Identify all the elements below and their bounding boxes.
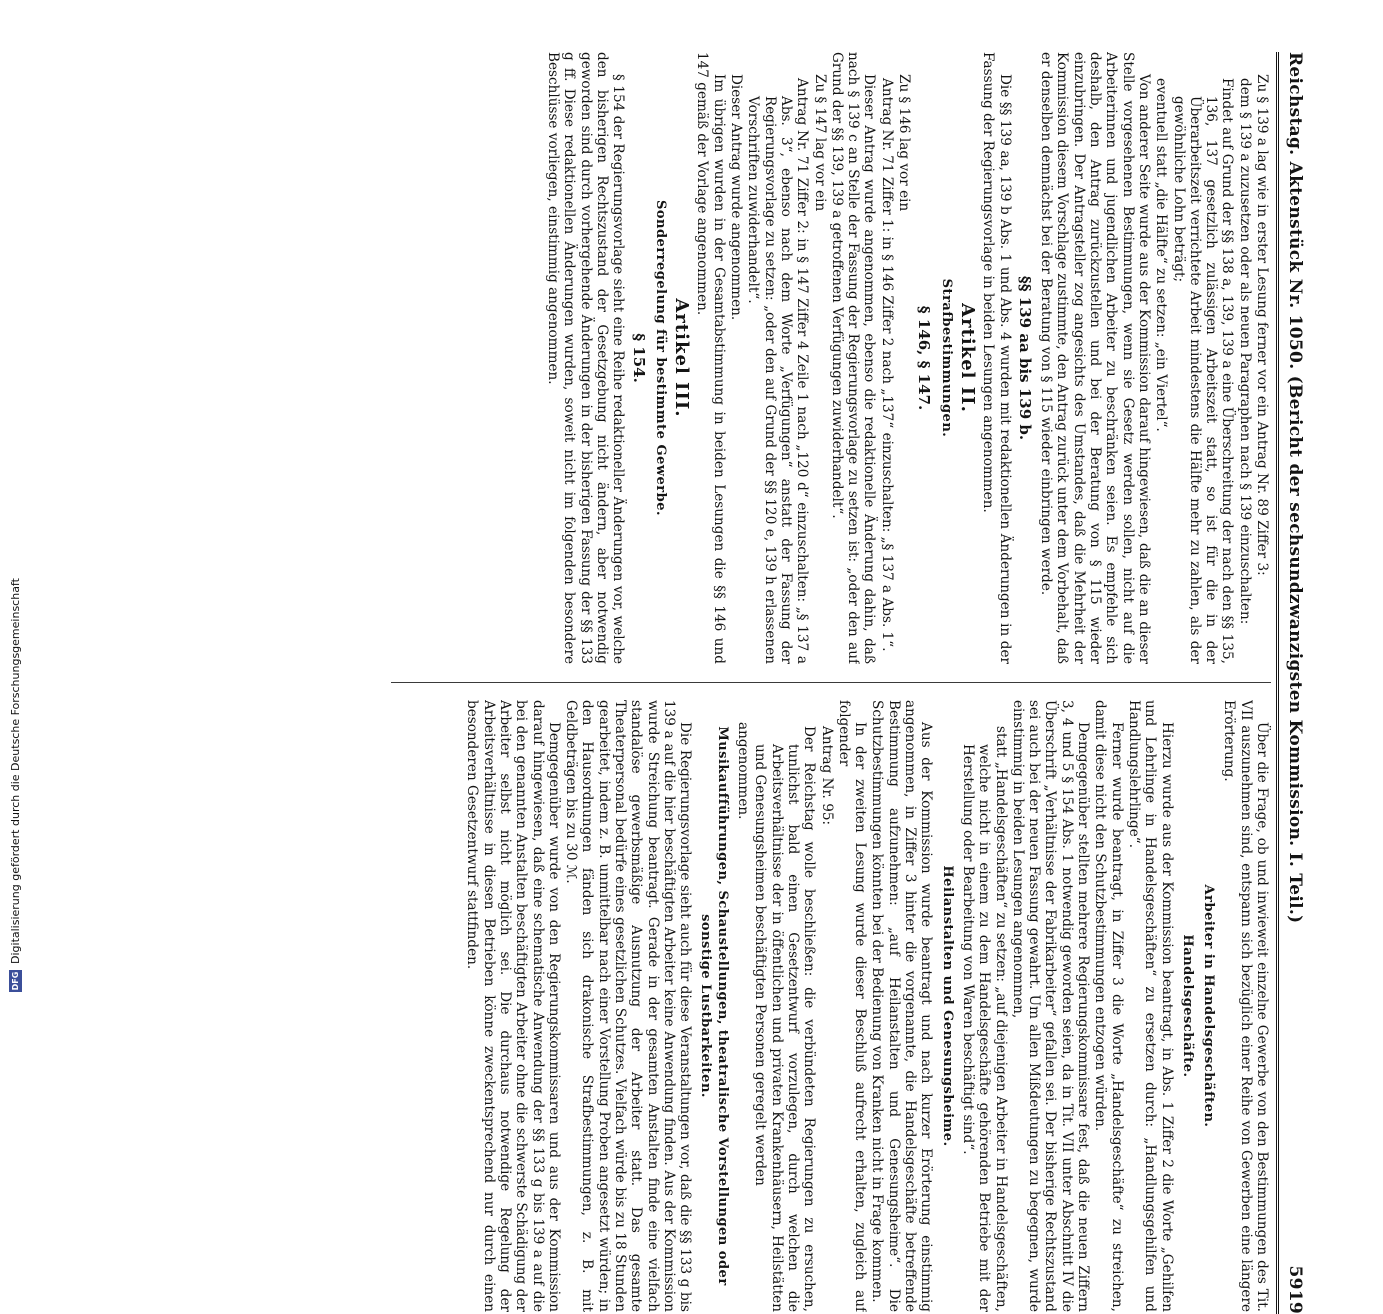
indented-paragraph: statt „Handelsgeschäften“ zu setzen: „auf diejenigen Arbeiter in Handelsgeschäften, welche nicht in einem zu dem Handelsgeschäfte gehörenden Betriebe mit der Herstellung oder Bearbeitung von Waren beschäftigt sind“. (959, 726, 1009, 1312)
body-paragraph: Über die Frage, ob und inwieweit einzelne Gewerbe von den Bestimmungen des Tit. VII auszunehmen sind, entspann sich bezüglich einer Reihe von Gewerben eine längere Erörterung. (1221, 700, 1270, 1312)
body-paragraph: Die Regierungsvorlage sieht auch für diese Veranstaltungen vor, daß die §§ 133 g bis 139 a auf die hier beschäftigten Arbeiter keine Anwendung finden. Aus der Kommission wurde Streichung beantragt. Gerade in der gesamten Anstalten finde eine vielfach standalöse gewerbsmäßige Ausnutzung der Arbeiter statt. Das gesamte Theaterpersonal bedürfe eines gesetzlichen Schutzes. Vielfach würde bis zu 18 Stunden gearbeitet, indem z. B. unmittelbar nach einer Vorstellung Proben angesetzt würden; in den Hausordnungen fänden sich drakonische Strafbestimmungen, z. B. mit Geldbeträgen bis zu 30 ℳ. (563, 700, 694, 1312)
running-title: Reichstag. Aktenstück Nr. 1050. (Bericht der sechsundzwanzigsten Kommission. I. Teil.) (1285, 52, 1305, 924)
body-paragraph: Dieser Antrag wurde angenommen, ebenso die redaktionelle Änderung dahin, daß nach § 139 c an Stelle der Fassung der Regierungsvorlage zu setzen ist: „oder den auf Grund der §§ 139, 139 a getroffenen Verfügungen zuwiderhandelt“. (828, 52, 878, 664)
body-paragraph: Aus der Kommission wurde beantragt und nach kurzer Erörterung einstimmig angenommen, in Ziffer 3 hinter die vorgenannte, die Handelsgeschäfte betreffende Bestimmung aufzunehmen: „auf Heilanstalten und Genesungsheime“. Die Schutzbestimmungen könnten bei der Bedienung von Kranken nicht in Frage kommen. (869, 700, 935, 1312)
indented-paragraph: Der Reichstag wolle beschließen: die verbündeten Regierungen zu ersuchen, tunlichst bald einen Gesetzentwurf vorzulegen, durch welchen die Arbeitsverhältnisse der in öffentlichen und privaten Krankenhäusern, Heilstätten und Genesungsheimen beschäftigten Personen geregelt werden (752, 726, 818, 1312)
digitization-credit: Digitalisierung gefördert durch die Deutsche Forschungsgemeinschaft (8, 578, 22, 964)
body-paragraph: Von anderer Seite wurde aus der Kommission darauf hingewiesen, daß die an dieser Stelle vorgesehenen Bestimmungen, wenn sie Gesetz werden sollen, nicht auf die Arbeiterinnen und jugendlichen Arbeiter zu beschränken seien. Es empfehle sich deshalb, den Antrag zurückzustellen und bei der Beratung von § 115 wieder einzubringen. Der Antragsteller zog angesichts des Umstandes, daß die Mehrheit der Kommission diesem Vorschlage zustimmte, den Antrag zurück unter dem Vorbehalt, daß er denselben demnächst bei der Beratung von § 115 wieder einbringen werde. (1038, 52, 1152, 664)
indented-paragraph: Antrag Nr. 71 Ziffer 1: in § 146 Ziffer 2 nach „137“ einzuschalten: „§ 137 a Abs. 1“. (878, 78, 895, 652)
section-heading: Artikel II. (956, 303, 978, 413)
indented-paragraph: dem § 139 a zuzusetzen oder als neuen Paragraphen nach § 139 einzuschalten: (1236, 78, 1253, 625)
section-heading: §§ 139 aa bis 139 b. (1015, 275, 1034, 441)
dfg-logo-icon: DFG (10, 971, 20, 991)
body-paragraph: Hierzu wurde aus der Kommission beantragt, in Abs. 1 Ziffer 2 die Worte „Gehilfen und Lehrlinge in Handelsgeschäften“ zu ersetzen durch: „Handlungsgehilfen und Handlungslehrlinge“. (1125, 700, 1175, 1312)
body-paragraph: Demgegenüber stellten mehrere Regierungskommissare fest, daß die neuen Ziffern 3, 4 und 5 § 154 Abs. 1 notwendig geworden seien, da in Tit. VII unter Abschnitt IV die Überschrift „Verhältnisse der Fabrikarbeiter“ gefallen sei. Der bisherige Rechtszustand sei auch bei der neuen Fassung gewahrt. Um allen Mißdeutungen zu begegnen, wurde einstimmig in beiden Lesungen angenommen, (1009, 700, 1092, 1312)
body-paragraph: Demgegenüber wurde von den Regierungskommissaren und aus der Kommission darauf hingewiesen, daß eine schematische Anwendung der §§ 133 g bis 139 a auf die bei den genannten Anstalten beschäftigten Arbeiter ohne die schwerste Schädigung der Arbeiter selbst nicht möglich sei. Die durchaus notwendige Regelung der Arbeitsverhältnisse in diesen Betrieben könne zweckentsprechend nur durch einen besonderen Gesetzentwurf stattfinden. (464, 700, 562, 1312)
page-header (1285, 52, 1311, 1314)
digitization-footer (2, 0, 28, 1000)
section-heading: Arbeiter in Handelsgeschäften. (1201, 884, 1217, 1128)
section-heading: § 146, § 147. (915, 305, 934, 411)
indented-paragraph: Antrag Nr. 71 Ziffer 2: in § 147 Ziffer 4 Zeile 1 nach „120 d“ einzuschalten: „§ 137 a Abs. 3“, ebenso nach dem Worte „Verfügungen“ anstatt der Fassung der Regierungsvorlage zu setzen: „oder den auf Grund der §§ 120 e, 139 h erlassenen Vorschriften zuwiderhandelt“. (745, 78, 811, 664)
indented-paragraph: Antrag Nr. 95: (818, 726, 835, 826)
body-paragraph: In der zweiten Lesung wurde dieser Beschluß aufrecht erhalten, zugleich auf folgender (835, 700, 869, 1312)
section-heading: Handelsgeschäfte. (1179, 934, 1195, 1078)
header-rule (1276, 52, 1279, 1314)
body-paragraph: § 154 der Regierungsvorlage sieht eine Reihe redaktioneller Änderungen vor, welche den bisherigen Rechtszustand der Gesetzgebung nicht ändern, aber notwendig geworden sind durch vorhergehende Änderungen in der bisherigen Fassung der §§ 133 g ff. Diese redaktionellen Änderungen wurden, soweit nicht im folgenden besondere Beschlüsse vorliegen, einstimmig angenommen. (545, 52, 627, 664)
body-paragraph: Zu § 147 lag vor ein (811, 74, 828, 212)
body-paragraph: Dieser Antrag wurde angenommen. (728, 74, 745, 321)
body-paragraph: Ferner wurde beantragt, in Ziffer 3 die Worte „Handelsgeschäfte“ zu streichen, damit diese nicht den Schutzbestimmungen entzogen würden. (1092, 700, 1125, 1312)
section-heading: Artikel III. (671, 298, 693, 418)
section-heading: Strafbestimmungen. (938, 278, 954, 438)
text-column-right (391, 700, 1271, 1312)
text-column-left (391, 52, 1271, 664)
section-heading: Musikaufführungen, Schaustellungen, theatralische Vorstellungen oder sonstige Lustbarkeiten. (698, 726, 730, 1286)
section-heading: Heilanstalten und Genesungsheime. (939, 865, 955, 1147)
body-paragraph: Zu § 139 a lag wie in erster Lesung ferner vor ein Antrag Nr. 89 Ziffer 3: (1254, 74, 1270, 576)
section-heading: § 154. (629, 333, 648, 383)
column-divider (391, 682, 1271, 683)
page-number: 5919 (1285, 1265, 1305, 1314)
indented-paragraph: Findet auf Grund der §§ 138 a, 139, 139 a eine Überschreitung der nach den §§ 135, 136, 137 gesetzlich zulässigen Arbeitszeit statt, so ist für die in der Überarbeitszeit verrichtete Arbeit mindestens die Hälfte mehr zu zahlen, als der gewöhnliche Lohn beträgt; (1170, 78, 1236, 664)
body-paragraph: Die §§ 139 aa, 139 b Abs. 1 und Abs. 4 wurden mit redaktionellen Änderungen in der Fassung der Regierungsvorlage in beiden Lesungen angenommen. (980, 52, 1013, 664)
body-paragraph: angenommen. (735, 722, 752, 820)
body-paragraph: Zu § 146 lag vor ein (896, 74, 913, 212)
body-paragraph: Im übrigen wurden in der Gesamtabstimmung in beiden Lesungen die §§ 146 und 147 gemäß der Vorlage angenommen. (694, 52, 727, 664)
indented-paragraph: eventuell statt „die Hälfte“ zu setzen: „ein Viertel“. (1153, 78, 1170, 432)
section-heading: Sonderregelung für bestimmte Gewerbe. (652, 199, 668, 517)
